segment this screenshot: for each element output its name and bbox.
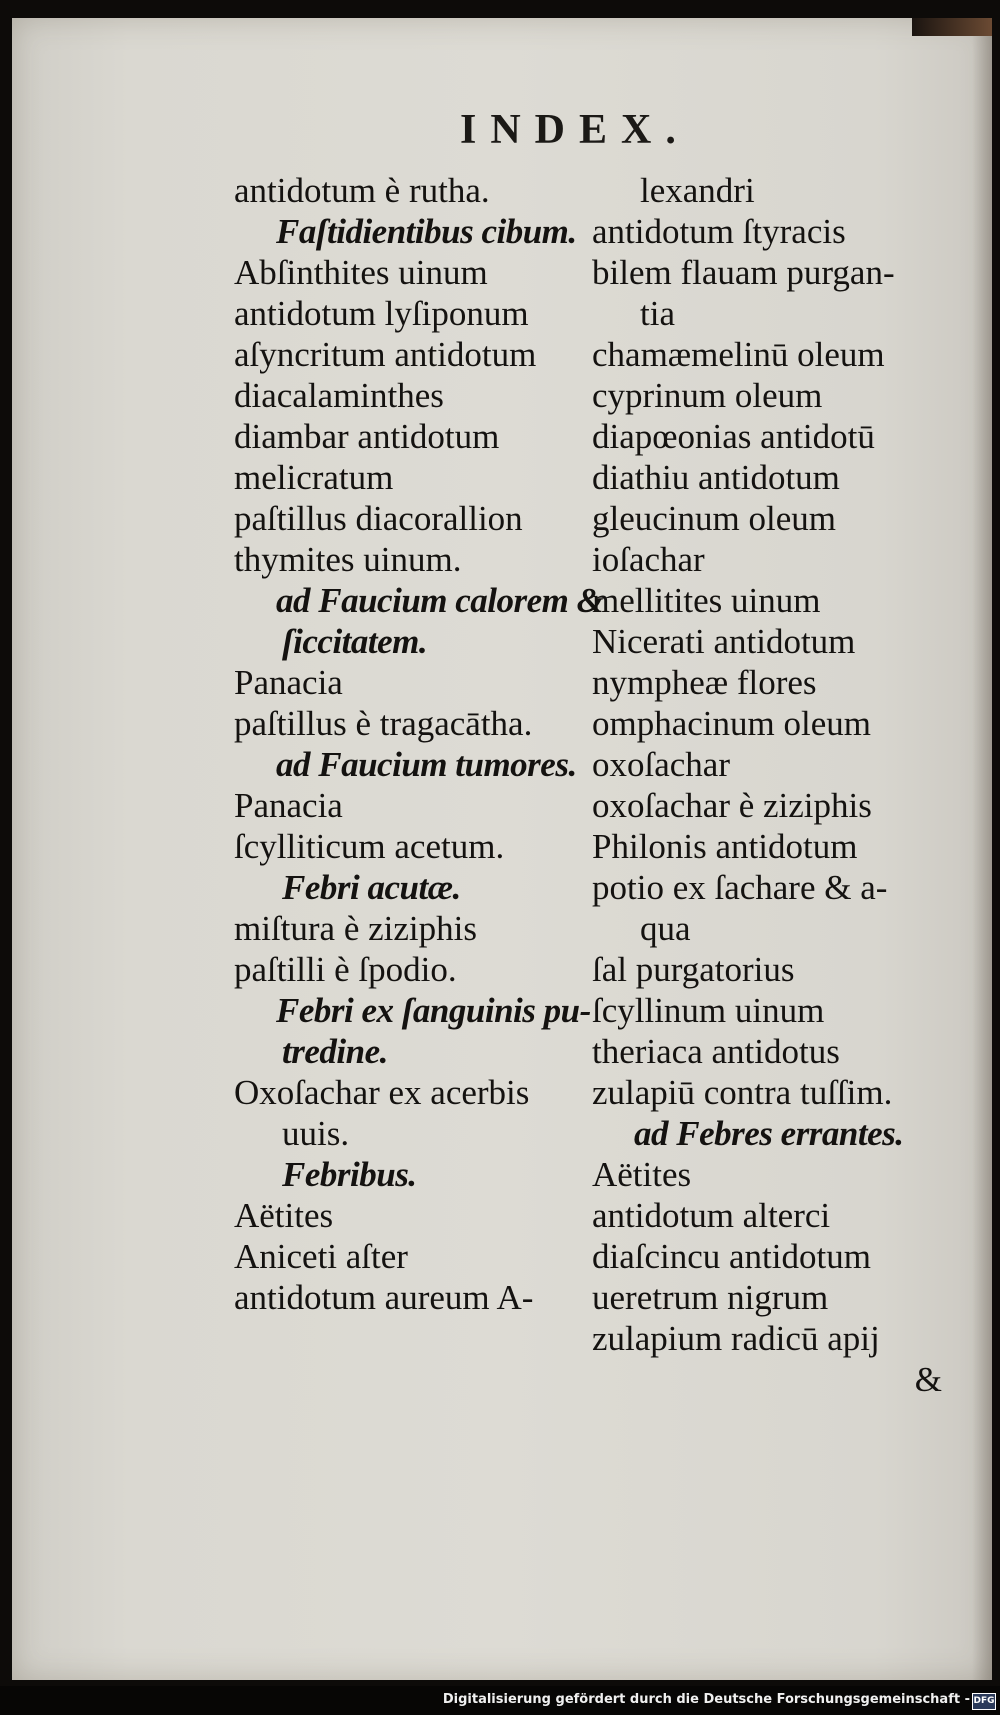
index-heading: ad Febres errantes.	[634, 1114, 904, 1153]
index-entry: uuis.	[282, 1114, 350, 1153]
index-entry: melicratum	[234, 458, 394, 497]
index-entry: Philonis antidotum	[592, 827, 858, 866]
index-entry: ſal purgatorius	[592, 950, 795, 989]
index-heading: Febribus.	[282, 1155, 417, 1194]
index-column-left	[234, 170, 604, 1318]
index-entry: diapœonias antidotū	[592, 417, 875, 456]
index-entry: ſcyllinum uinum	[592, 991, 825, 1030]
index-entry: lexandri	[640, 171, 755, 210]
index-heading: Febri ex ſanguinis pu-	[276, 991, 591, 1030]
index-entry: diacalaminthes	[234, 376, 444, 415]
index-entry: zulapiū contra tuſſim.	[592, 1073, 893, 1112]
dfg-logo-icon: DFG	[972, 1693, 996, 1710]
index-entry: aſyncritum antidotum	[234, 335, 537, 374]
footer-credit: Digitalisierung gefördert durch die Deutsche Forschungsgemeinschaft -	[442, 1692, 970, 1707]
index-entry: diathiu antidotum	[592, 458, 840, 497]
index-entry: mellitites uinum	[592, 581, 821, 620]
index-entry: theriaca antidotus	[592, 1032, 840, 1071]
index-entry: oxoſachar è ziziphis	[592, 786, 872, 825]
index-entry: Abſinthites uinum	[234, 253, 488, 292]
book-page	[12, 18, 992, 1680]
index-entry: diambar antidotum	[234, 417, 500, 456]
index-entry: antidotum aureum A-	[234, 1278, 534, 1317]
index-entry: nympheæ flores	[592, 663, 817, 702]
index-entry: antidotum è rutha.	[234, 171, 490, 210]
index-entry: chamæmelinū oleum	[592, 335, 885, 374]
index-entry: &	[914, 1360, 942, 1399]
index-entry: miſtura è ziziphis	[234, 909, 477, 948]
index-entry: Aniceti aſter	[234, 1237, 408, 1276]
index-entry: cyprinum oleum	[592, 376, 823, 415]
index-entry: tia	[640, 294, 675, 333]
index-entry: zulapium radicū apij	[592, 1319, 880, 1358]
index-entry: ſcylliticum acetum.	[234, 827, 505, 866]
index-entry: omphacinum oleum	[592, 704, 871, 743]
index-entry: potio ex ſachare & a-	[592, 868, 888, 907]
index-entry: paſtillus diacorallion	[234, 499, 523, 538]
index-entry: thymites uinum.	[234, 540, 462, 579]
index-heading: ad Faucium tumores.	[276, 745, 577, 784]
index-entry: bilem flauam purgan-	[592, 253, 895, 292]
index-entry: antidotum lyſiponum	[234, 294, 529, 333]
index-entry: antidotum alterci	[592, 1196, 831, 1235]
index-entry: Nicerati antidotum	[592, 622, 856, 661]
index-entry: ueretrum nigrum	[592, 1278, 829, 1317]
index-entry: ioſachar	[592, 540, 705, 579]
index-heading: Febri acutæ.	[282, 868, 461, 907]
index-entry: Oxoſachar ex acerbis	[234, 1073, 530, 1112]
index-entry: paſtilli è ſpodio.	[234, 950, 457, 989]
index-entry: paſtillus è tragacātha.	[234, 704, 533, 743]
index-entry: diaſcincu antidotum	[592, 1237, 871, 1276]
index-entry: qua	[640, 909, 691, 948]
index-entry: Aëtites	[592, 1155, 692, 1194]
index-column-right	[592, 170, 952, 1400]
index-heading: tredine.	[282, 1032, 388, 1071]
index-heading: Faſtidientibus cibum.	[276, 212, 577, 251]
page-corner-binding	[912, 18, 992, 36]
index-entry: Panacia	[234, 786, 343, 825]
index-heading: ad Faucium calorem &	[276, 581, 604, 620]
page-header: INDEX.	[460, 107, 690, 153]
index-entry: antidotum ſtyracis	[592, 212, 846, 251]
index-entry: gleucinum oleum	[592, 499, 836, 538]
index-entry: Aëtites	[234, 1196, 334, 1235]
index-heading: ſiccitatem.	[282, 622, 428, 661]
index-entry: Panacia	[234, 663, 343, 702]
index-entry: oxoſachar	[592, 745, 730, 784]
